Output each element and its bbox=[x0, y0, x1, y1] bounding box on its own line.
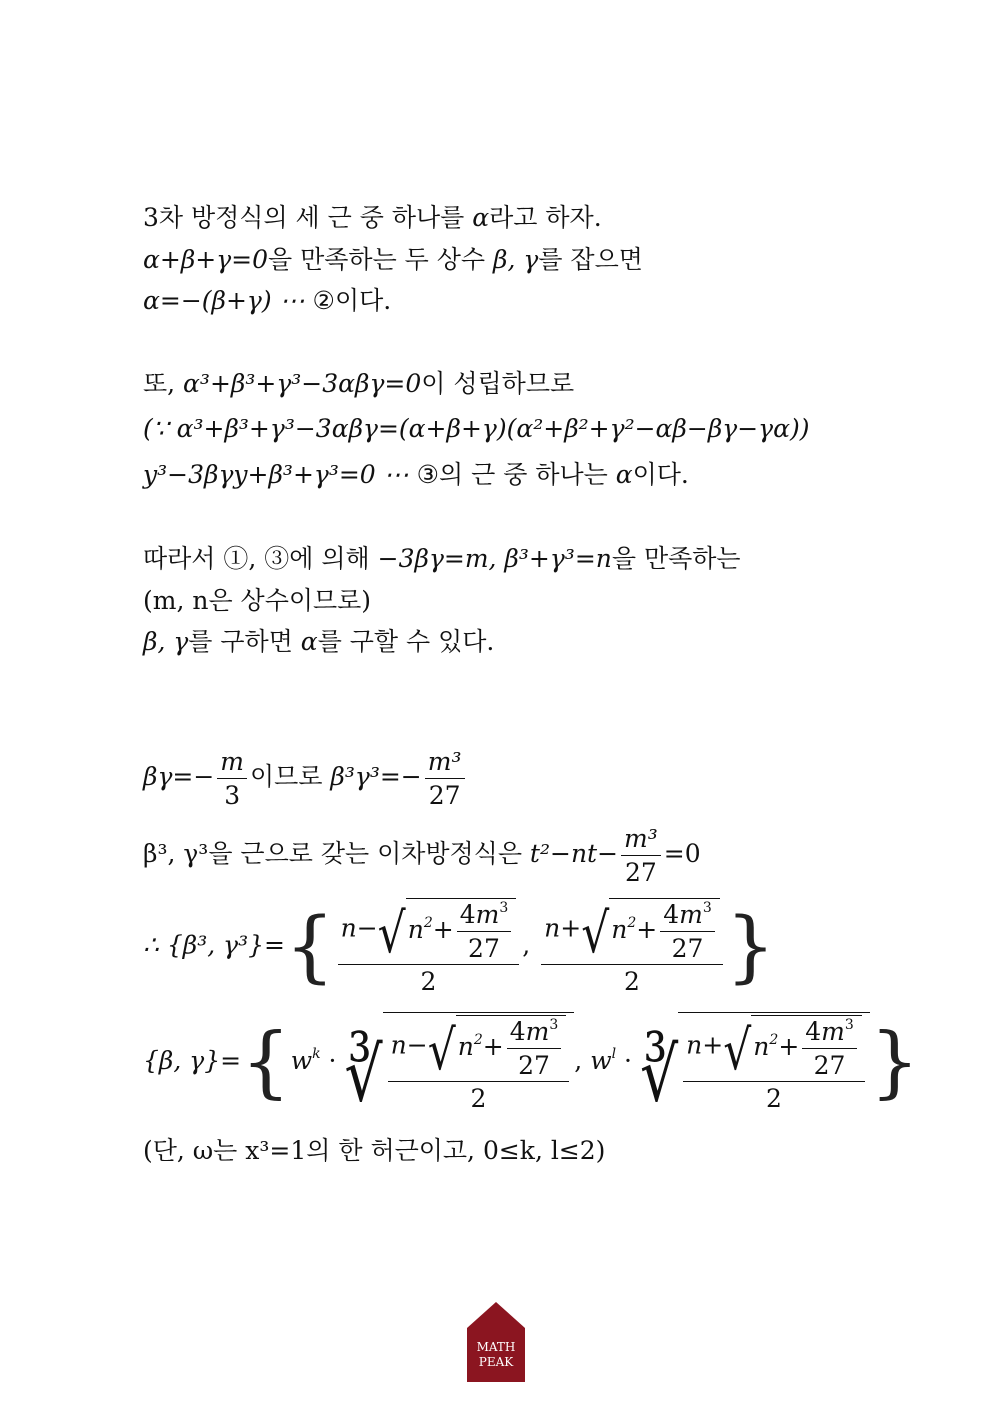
eq-roots: {β, $\gamma\}=\{w^k$ · ∛ n− √ $n^2+$ $\frac{4m^3}{27}$ 2 , $w^l$ · ∛ n+ √ $n^2+$ $\frac{4m^3}{27}$ 2 } bbox=[143, 1012, 919, 1113]
line-p1-3: α=−(β+γ) ⋯ ②이다. bbox=[143, 286, 392, 315]
logo-text: MATH PEAK bbox=[476, 1340, 516, 1369]
line-p3-2: (m, n은 상수이므로) bbox=[143, 586, 372, 615]
eq-beta-gamma: βγ=− $\frac{m}{3}$ 이므로 β³γ³=− $\frac{\text{m³}}{27}$ bbox=[143, 748, 468, 809]
eq-roots-cubed: ∴ {β³, γ³}={ n− √ $n^2+$ $\frac{4m^3}{27}$ 2 , n+ √ $n^2+$ $\frac{4m^3}{27}$ 2 } bbox=[143, 900, 776, 996]
line-p3-1: 따라서 ①, ③에 의해 −3βγ=m, β³+γ³=n을 만족하는 bbox=[143, 544, 741, 573]
line-p2-3: y³−3βγy+β³+γ³=0 ⋯ ③의 근 중 하나는 α이다. bbox=[143, 460, 689, 489]
line-p1-1: 3차 방정식의 세 근 중 하나를 α라고 하자. bbox=[143, 203, 602, 232]
math-peak-logo bbox=[467, 1302, 525, 1382]
eq-quadratic: β³, γ³을 근으로 갖는 이차방정식은 t²−nt− $\frac{\text{m³}}{27}$ =0 bbox=[143, 824, 701, 887]
note-line: (단, ω는 x³=1의 한 허근이고, 0≤k, l≤2) bbox=[143, 1136, 606, 1165]
fraction-m3-over-27-b: $\frac{\text{m³}}{27}$ bbox=[621, 825, 661, 886]
fraction-m-over-3: $\frac{m}{3}$ bbox=[217, 748, 247, 809]
fraction-m3-over-27: $\frac{\text{m³}}{27}$ bbox=[425, 748, 465, 809]
line-p2-2: (∵ α³+β³+γ³−3αβγ=(α+β+γ)(α²+β²+γ²−αβ−βγ−γα)) bbox=[143, 414, 810, 443]
line-p1-2: α+β+γ=0을 만족하는 두 상수 β, γ를 잡으면 bbox=[143, 245, 643, 274]
cube-root-plus: ∛ n+ √ $n^2+$ $\frac{4m^3}{27}$ 2 bbox=[640, 1012, 870, 1113]
fraction-root-minus: n− √ $n^2+$ $\frac{4m^3}{27}$ 2 bbox=[338, 898, 520, 996]
fraction-root-plus: n+ √ $n^2+$ $\frac{4m^3}{27}$ 2 bbox=[541, 898, 723, 996]
line-p3-3: β, γ를 구하면 α를 구할 수 있다. bbox=[143, 627, 495, 656]
cube-root-minus: ∛ n− √ $n^2+$ $\frac{4m^3}{27}$ 2 bbox=[344, 1012, 574, 1113]
line-p2-1: 또, α³+β³+γ³−3αβγ=0이 성립하므로 bbox=[143, 369, 575, 398]
